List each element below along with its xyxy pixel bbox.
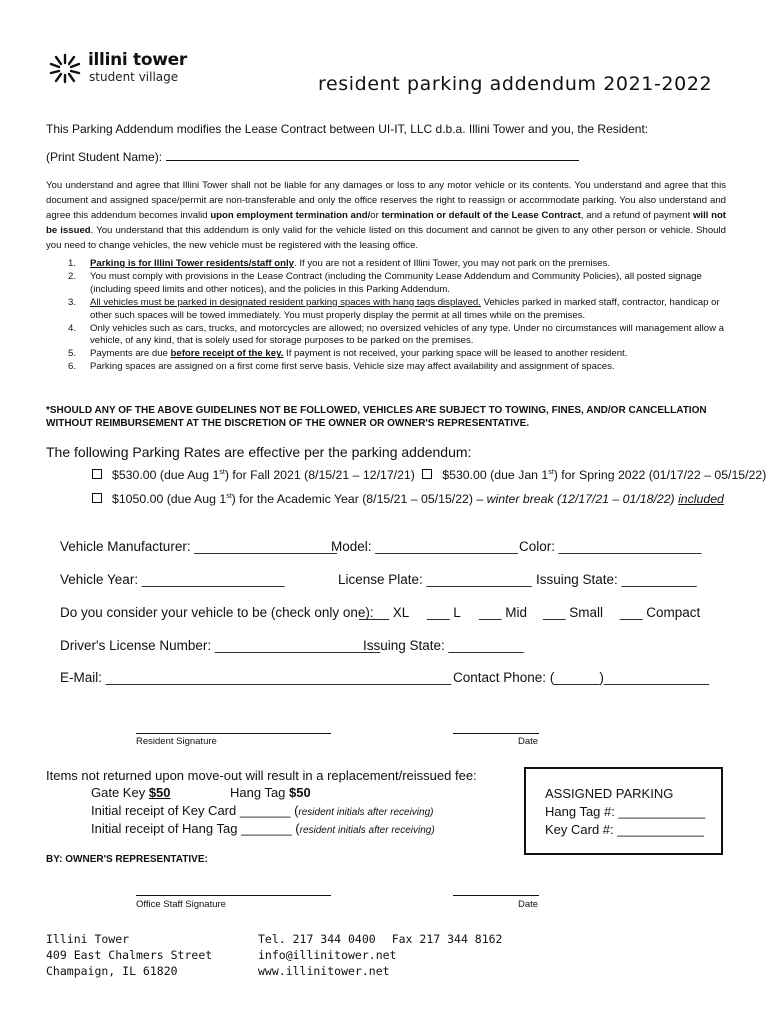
starburst-logo-icon	[48, 52, 82, 84]
rule-item: 4. Only vehicles such as cars, trucks, and motorcycles are allowed; no oversized vehicles of any type. Under no circumstances will management allow a vehicle, of any kind, that is solely used for storage purposes to be parked on the premises.	[68, 322, 725, 347]
size-mid-option[interactable]: ___ Mid	[479, 605, 528, 620]
resident-date-label: Date	[518, 736, 539, 747]
vehicle-year-field[interactable]: Vehicle Year: ___________________	[60, 572, 285, 587]
rates-heading: The following Parking Rates are effective per the parking addendum:	[46, 444, 472, 460]
email-field[interactable]: E-Mail: ______________________________________________	[60, 670, 452, 685]
print-name-input-line[interactable]	[166, 149, 579, 161]
spring-checkbox[interactable]	[422, 469, 432, 479]
academic-year-checkbox[interactable]	[92, 493, 102, 503]
key-card-receipt[interactable]: Initial receipt of Key Card _______ (resident initials after receiving)	[91, 803, 434, 818]
rule-item: 3. All vehicles must be parked in designated resident parking spaces with hang tags displayed. Vehicles parked in marked staff, contractor, handicap or other such spaces will be towed immediately. You must properly display the permit at all times while on the premises.	[68, 296, 720, 321]
logo-subtitle: student village	[89, 70, 179, 84]
footer-name: Illini Tower	[46, 932, 130, 946]
rate-row-academic: $1050.00 (due Aug 1st) for the Academic Year (8/15/21 – 05/15/22) – winter break (12/17/21 – 01/18/22) included	[92, 492, 724, 506]
logo-wordmark: illini tower	[88, 50, 187, 70]
rule-item: 2. You must comply with provisions in the Lease Contract (including the Community Lease Addendum and Community Policies), all posted signage (including speed limits and other notices), and the policies in this Parking Addendum.	[68, 270, 702, 295]
footer-fax: Fax 217 344 8162	[391, 932, 503, 946]
drivers-license-field[interactable]: Driver's License Number: ______________________	[60, 638, 381, 653]
size-l-option[interactable]: ___ L	[427, 605, 461, 620]
rules-list	[46, 258, 726, 374]
fall-checkbox[interactable]	[92, 469, 102, 479]
owner-representative-label: BY: OWNER'S REPRESENTATIVE:	[46, 854, 208, 865]
office-date-line[interactable]	[453, 895, 539, 896]
key-card-number-field[interactable]: Key Card #: ____________	[545, 822, 705, 837]
vehicle-manufacturer-field[interactable]: Vehicle Manufacturer: ___________________	[60, 539, 337, 554]
vehicle-model-field[interactable]: Model: ___________________	[331, 539, 518, 554]
items-heading: Items not returned upon move-out will result in a replacement/reissued fee:	[46, 768, 477, 783]
liability-paragraph: You understand and agree that Illini Tower shall not be liable for any damages or loss to any motor vehicle or its contents. You understand and agree that this document and assigned space/permit are non-transferable and only the office reserves the right to reassign or accommodate parking. You also understand and agree this addendum becomes invalid upon employment termination and/or termination or default of the Lease Contract, and a refund of payment will not be issued. You understand that this addendum is only valid for the vehicle listed on this document and cannot be given to any other person or vehicle. Should you need to change vehicles, the new vehicle must be registered with the leasing office.	[46, 180, 727, 251]
vehicle-color-field[interactable]: Color: ___________________	[519, 539, 702, 554]
office-signature-line[interactable]	[136, 895, 331, 896]
print-name-row	[46, 149, 579, 164]
plate-issuing-state-field[interactable]: Issuing State: __________	[536, 572, 697, 587]
hang-tag-receipt[interactable]: Initial receipt of Hang Tag _______ (resident initials after receiving)	[91, 821, 435, 836]
rate-row-semester: $530.00 (due Aug 1st) for Fall 2021 (8/15/21 – 12/17/21) $530.00 (due Jan 1st) for Spring 2022 (01/17/22 – 05/15/22)	[92, 468, 766, 482]
footer-city: Champaign, IL 61820	[46, 964, 178, 978]
dl-issuing-state-field[interactable]: Issuing State: __________	[363, 638, 524, 653]
size-xl-option[interactable]: ____ XL	[359, 605, 410, 620]
assigned-parking-box	[524, 767, 723, 855]
rule-item: 6. Parking spaces are assigned on a first come first serve basis. Vehicle size may affect availability and assignment of spaces.	[68, 361, 615, 373]
gate-key-fee: Gate Key $50	[91, 785, 171, 800]
document-title: resident parking addendum 2021-2022	[318, 73, 713, 95]
intro-text: This Parking Addendum modifies the Lease Contract between UI-IT, LLC d.b.a. Illini Tower and you, the Resident:	[46, 122, 649, 136]
towing-warning: *SHOULD ANY OF THE ABOVE GUIDELINES NOT BE FOLLOWED, VEHICLES ARE SUBJECT TO TOWING, FINES, AND/OR CANCELLATION WITHOUT REIMBURSEMENT AT THE DISCRETION OF THE OWNER OR OWNER'S REPRESENTATIVE.	[46, 405, 707, 429]
vehicle-size-question: Do you consider your vehicle to be (check only one):	[60, 605, 374, 620]
hang-tag-fee: Hang Tag $50	[230, 785, 311, 800]
hang-tag-number-field[interactable]: Hang Tag #: ____________	[545, 804, 706, 819]
resident-signature-line[interactable]	[136, 733, 331, 734]
footer-address	[46, 931, 212, 979]
rule-item: 5. Payments are due before receipt of the key. If payment is not received, your parking space will be leased to another resident.	[68, 348, 628, 360]
footer-contact	[258, 931, 502, 979]
footer-email[interactable]: info@illinitower.net	[258, 948, 397, 962]
resident-signature-label: Resident Signature	[136, 736, 217, 747]
footer-web[interactable]: www.illinitower.net	[258, 964, 390, 978]
size-small-option[interactable]: ___ Small	[543, 605, 604, 620]
footer-tel: Tel. 217 344 0400	[258, 932, 376, 946]
assigned-parking-title: ASSIGNED PARKING	[545, 786, 674, 801]
license-plate-field[interactable]: License Plate: ______________	[338, 572, 532, 587]
resident-date-line[interactable]	[453, 733, 539, 734]
size-compact-option[interactable]: ___ Compact	[620, 605, 701, 620]
contact-phone-field[interactable]: Contact Phone: (______)______________	[453, 670, 709, 685]
office-signature-label: Office Staff Signature	[136, 899, 226, 910]
rule-item: 1. Parking is for Illini Tower residents/staff only. If you are not a resident of Illini Tower, you may not park on the premises.	[68, 258, 611, 269]
footer-street: 409 East Chalmers Street	[46, 948, 213, 962]
office-date-label: Date	[518, 899, 539, 910]
print-name-label: (Print Student Name):	[46, 150, 163, 164]
